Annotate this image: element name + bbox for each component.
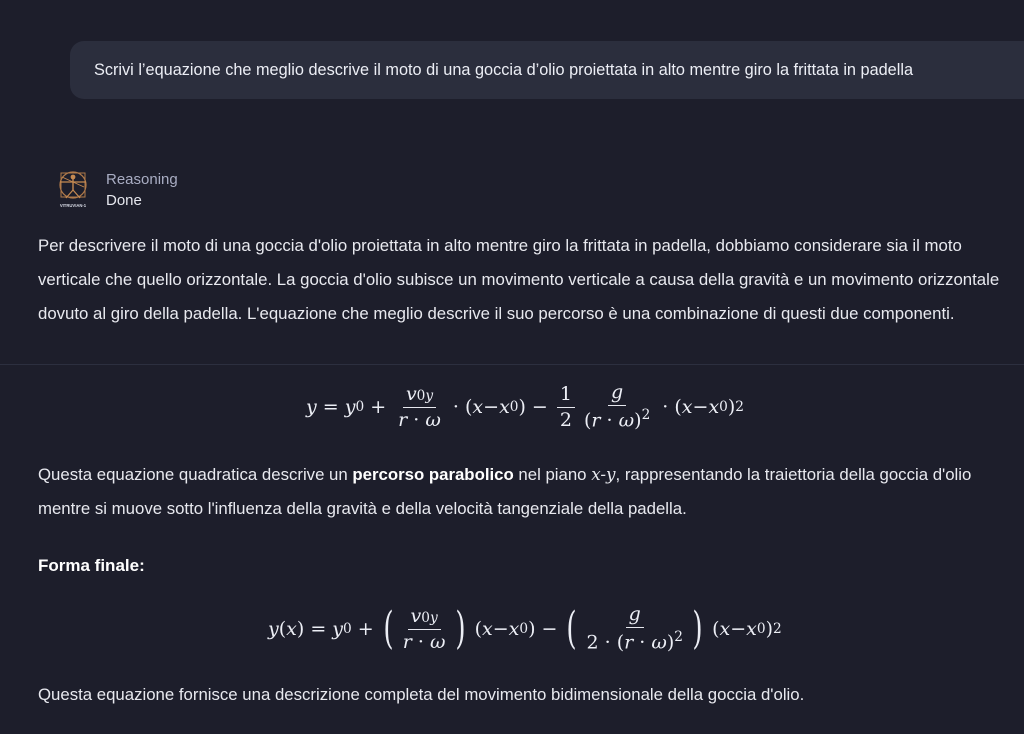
inline-math-xy: x-y [591,464,616,484]
response-paragraph-1: Per descrivere il moto di una goccia d'olio proiettata in alto mentre giro la frittata in padella, dobbiamo considerare sia il moto verticale che quello orizzontale. La goccia d'olio subisce un movimento verticale a causa della gravità e un movimento orizzontale dovuto al giro della padella. L'equazione che meglio descrive il suo percorso è una combinazione di questi due componenti. [38,236,1000,323]
equation-final-form: y ( x ) = y 0 + ( $\frac{v0y}{r \cdot \omega}$ ) ( x − x 0 ) − ( $\frac{g}{2 \cdot (r \cdot \omega)^2}$ ) ( x − x 0 ) 2 [268,603,782,655]
paragraph-2-text-c: , rappresentando la traiettoria della goccia d'olio mentre si muove sotto l'influenza della gravità e della velocità tangenziale della padella. [38,465,972,518]
user-message-text: Scrivi l’equazione che meglio descrive il moto di una goccia d’olio proiettata in alto mentre giro la frittata in padella [94,60,914,79]
paragraph-2-text-b: nel piano [513,465,592,484]
vitruvian-man-icon [50,168,96,212]
response-paragraph-3: Questa equazione fornisce una descrizione completa del movimento bidimensionale della goccia d'olio. [38,685,805,704]
divider [0,364,1024,365]
reasoning-status: Done [106,192,142,209]
paragraph-2-bold: percorso parabolico [352,465,514,484]
equation-trajectory: y = y 0 + $\frac{v0y}{r \cdot \omega}$ · ( x − x 0 ) − $\frac{1}{2}$ $\frac{g}{(r \cdot \omega)^2}$ · ( x − x 0 ) 2 [306,381,744,432]
final-form-heading: Forma finale: [38,556,145,575]
user-message-bubble [70,41,1024,99]
paragraph-2-text-a: Questa equazione quadratica descrive un [38,465,353,484]
avatar-label: VITRUVIAN-1 [59,203,87,208]
reasoning-toggle[interactable]: Reasoning [106,171,178,188]
response-paragraph-2 [38,457,1023,526]
